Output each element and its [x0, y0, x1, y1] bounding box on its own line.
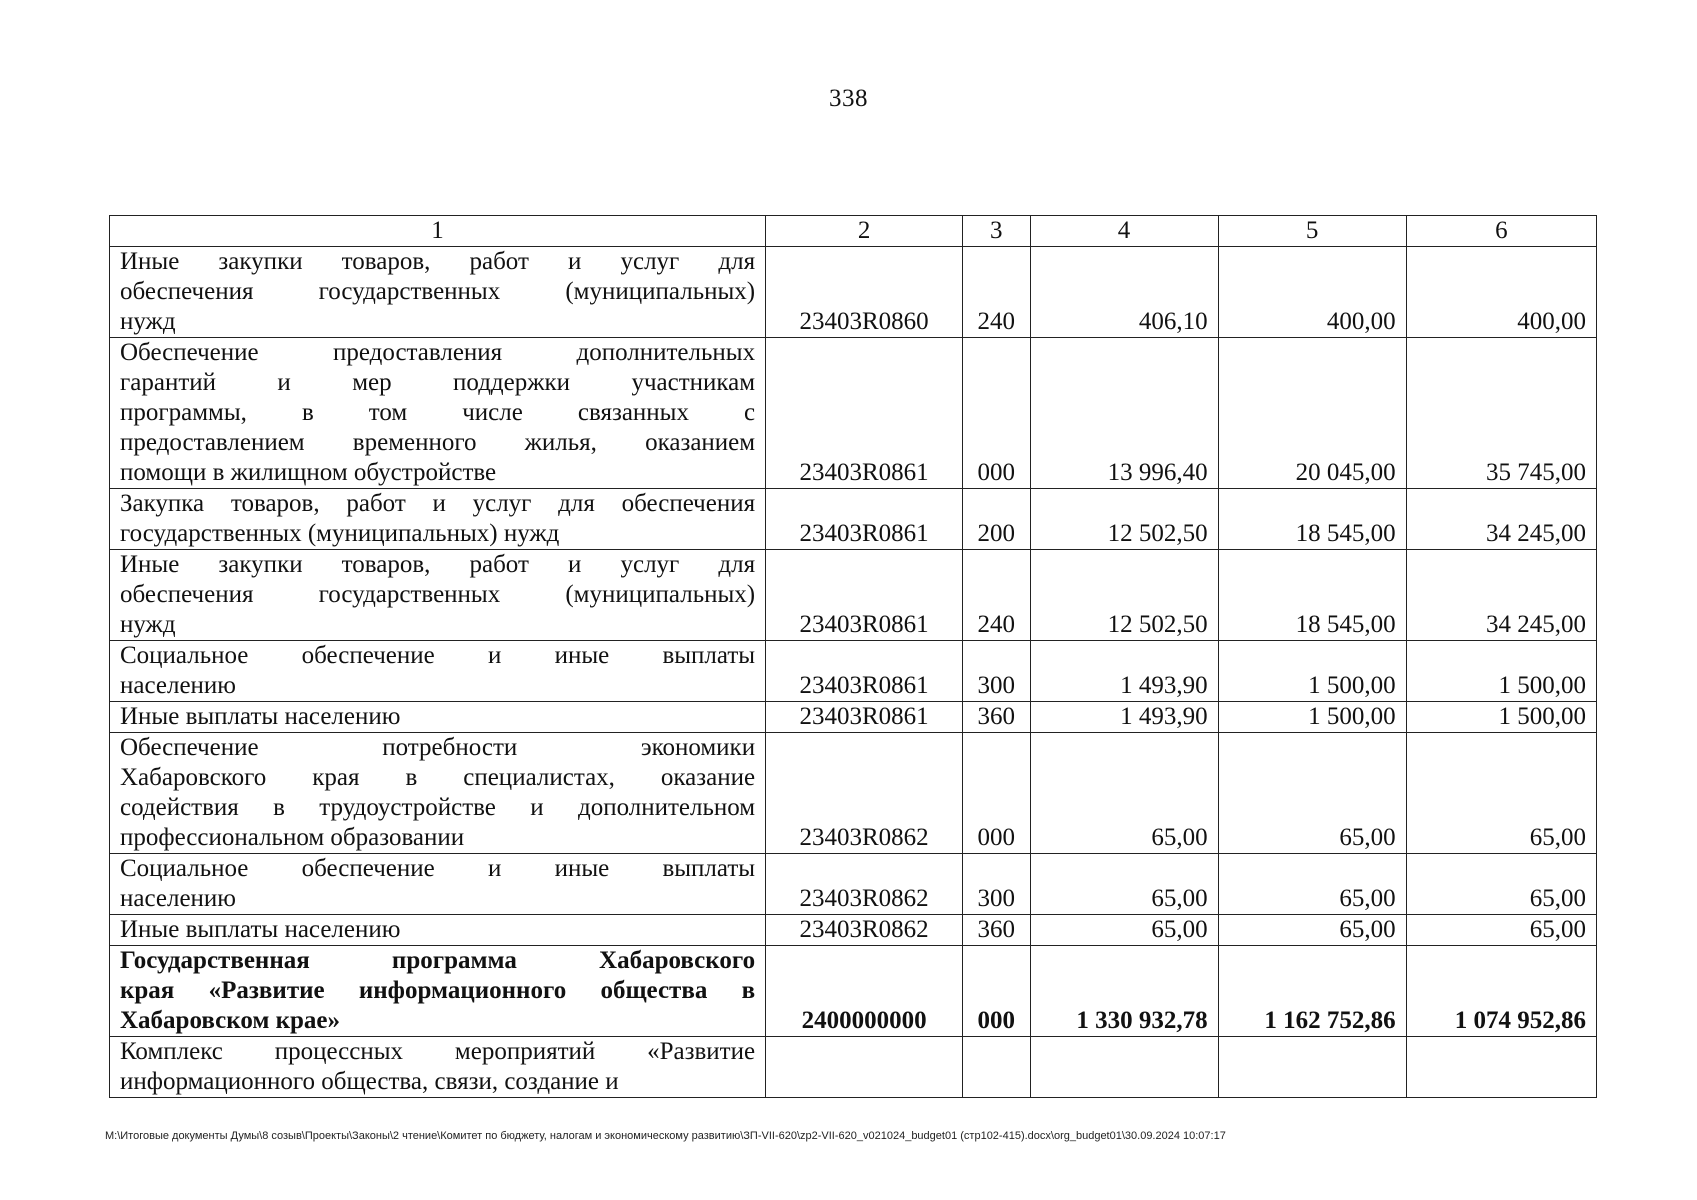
amount-col-6: 65,00	[1406, 854, 1596, 915]
amount-col-6: 35 745,00	[1406, 338, 1596, 489]
table-body	[110, 247, 1597, 1098]
expense-type-code: 000	[963, 733, 1030, 854]
column-header: 4	[1030, 216, 1218, 247]
table-row	[110, 550, 1597, 641]
expense-type-code: 360	[963, 702, 1030, 733]
row-name-line: содействия в трудоустройстве и дополнительном	[120, 794, 756, 821]
amount-col-4: 406,10	[1030, 247, 1218, 338]
amount-col-5: 20 045,00	[1218, 338, 1406, 489]
target-article-code	[766, 1037, 963, 1098]
row-name-line: края «Развитие информационного общества в	[120, 977, 756, 1004]
expense-type-code: 300	[963, 641, 1030, 702]
amount-col-6	[1406, 1037, 1596, 1098]
table-row	[110, 946, 1597, 1037]
row-name-line: нужд	[120, 611, 176, 638]
row-name-line: профессиональном образовании	[120, 824, 465, 851]
page-number: 338	[829, 85, 868, 112]
row-name-line: предоставлением временного жилья, оказанием	[120, 429, 756, 456]
amount-col-5: 65,00	[1218, 733, 1406, 854]
amount-col-5	[1218, 1037, 1406, 1098]
row-name	[110, 854, 766, 915]
amount-col-5: 1 500,00	[1218, 641, 1406, 702]
target-article-code: 23403R0862	[766, 733, 963, 854]
amount-col-4: 13 996,40	[1030, 338, 1218, 489]
amount-col-5: 400,00	[1218, 247, 1406, 338]
row-name-line: Социальное обеспечение и иные выплаты	[120, 642, 756, 669]
row-name	[110, 702, 766, 733]
table-row	[110, 489, 1597, 550]
amount-col-6: 34 245,00	[1406, 489, 1596, 550]
row-name-line: информационного общества, связи, создание и	[120, 1068, 619, 1095]
row-name-line: Закупка товаров, работ и услуг для обеспечения	[120, 490, 756, 517]
amount-col-4: 65,00	[1030, 733, 1218, 854]
row-name-line: Обеспечение предоставления дополнительных	[120, 339, 756, 366]
budget-table	[109, 215, 1597, 1098]
target-article-code: 23403R0861	[766, 702, 963, 733]
table-row	[110, 247, 1597, 338]
amount-col-4: 12 502,50	[1030, 550, 1218, 641]
row-name-line: программы, в том числе связанных с	[120, 399, 756, 426]
row-name-line: Иные выплаты населению	[120, 916, 401, 943]
row-name-line: обеспечения государственных (муниципальных)	[120, 278, 756, 305]
column-header: 6	[1406, 216, 1596, 247]
row-name-line: обеспечения государственных (муниципальных)	[120, 581, 756, 608]
row-name	[110, 733, 766, 854]
table-row	[110, 702, 1597, 733]
column-header: 3	[963, 216, 1030, 247]
amount-col-5: 1 500,00	[1218, 702, 1406, 733]
target-article-code: 2400000000	[766, 946, 963, 1037]
row-name-line: населению	[120, 885, 236, 912]
row-name	[110, 247, 766, 338]
row-name-line: государственных (муниципальных) нужд	[120, 520, 560, 547]
row-name-line: населению	[120, 672, 236, 699]
amount-col-6: 1 074 952,86	[1406, 946, 1596, 1037]
expense-type-code: 240	[963, 550, 1030, 641]
table-row	[110, 641, 1597, 702]
row-name-line: Обеспечение потребности экономики	[120, 734, 756, 761]
amount-col-4: 1 493,90	[1030, 641, 1218, 702]
row-name-line: Комплекс процессных мероприятий «Развитие	[120, 1038, 756, 1065]
amount-col-5: 1 162 752,86	[1218, 946, 1406, 1037]
column-header: 2	[766, 216, 963, 247]
row-name-line: Социальное обеспечение и иные выплаты	[120, 855, 756, 882]
row-name	[110, 641, 766, 702]
amount-col-5: 18 545,00	[1218, 550, 1406, 641]
row-name-line: Иные выплаты населению	[120, 703, 401, 730]
row-name-line: нужд	[120, 308, 176, 335]
expense-type-code: 200	[963, 489, 1030, 550]
expense-type-code: 360	[963, 915, 1030, 946]
row-name-line: Хабаровского края в специалистах, оказание	[120, 764, 756, 791]
row-name-line: Хабаровском крае»	[120, 1007, 341, 1034]
amount-col-5: 65,00	[1218, 915, 1406, 946]
table-row	[110, 854, 1597, 915]
row-name	[110, 338, 766, 489]
amount-col-5: 18 545,00	[1218, 489, 1406, 550]
expense-type-code: 300	[963, 854, 1030, 915]
amount-col-4: 1 330 932,78	[1030, 946, 1218, 1037]
row-name-line: Государственная программа Хабаровского	[120, 947, 756, 974]
row-name	[110, 1037, 766, 1098]
target-article-code: 23403R0862	[766, 854, 963, 915]
expense-type-code: 000	[963, 338, 1030, 489]
expense-type-code: 240	[963, 247, 1030, 338]
table-header-row	[110, 216, 1597, 247]
expense-type-code	[963, 1037, 1030, 1098]
amount-col-6: 400,00	[1406, 247, 1596, 338]
amount-col-4: 1 493,90	[1030, 702, 1218, 733]
column-header: 5	[1218, 216, 1406, 247]
table-row	[110, 915, 1597, 946]
row-name	[110, 946, 766, 1037]
amount-col-4: 12 502,50	[1030, 489, 1218, 550]
row-name-line: помощи в жилищном обустройстве	[120, 459, 497, 486]
target-article-code: 23403R0861	[766, 489, 963, 550]
table-row	[110, 338, 1597, 489]
amount-col-4: 65,00	[1030, 915, 1218, 946]
document-file-path: M:\Итоговые документы Думы\8 созыв\Проекты\Законы\2 чтение\Комитет по бюджету, налогам и экономическому развитию\ЗП-VII-620\zp2-VII-620_v021024_budget01 (стр102-415).docx\org_budget01\30.09.2024 10:07:17	[105, 1130, 1226, 1142]
amount-col-6: 1 500,00	[1406, 641, 1596, 702]
column-header: 1	[110, 216, 766, 247]
row-name	[110, 915, 766, 946]
row-name	[110, 489, 766, 550]
target-article-code: 23403R0861	[766, 550, 963, 641]
amount-col-4	[1030, 1037, 1218, 1098]
target-article-code: 23403R0861	[766, 338, 963, 489]
target-article-code: 23403R0860	[766, 247, 963, 338]
row-name	[110, 550, 766, 641]
amount-col-6: 65,00	[1406, 915, 1596, 946]
row-name-line: Иные закупки товаров, работ и услуг для	[120, 551, 756, 578]
row-name-line: гарантий и мер поддержки участникам	[120, 369, 756, 396]
expense-type-code: 000	[963, 946, 1030, 1037]
table-row	[110, 1037, 1597, 1098]
amount-col-6: 1 500,00	[1406, 702, 1596, 733]
target-article-code: 23403R0861	[766, 641, 963, 702]
amount-col-5: 65,00	[1218, 854, 1406, 915]
table-row	[110, 733, 1597, 854]
amount-col-4: 65,00	[1030, 854, 1218, 915]
row-name-line: Иные закупки товаров, работ и услуг для	[120, 248, 756, 275]
amount-col-6: 34 245,00	[1406, 550, 1596, 641]
amount-col-6: 65,00	[1406, 733, 1596, 854]
target-article-code: 23403R0862	[766, 915, 963, 946]
